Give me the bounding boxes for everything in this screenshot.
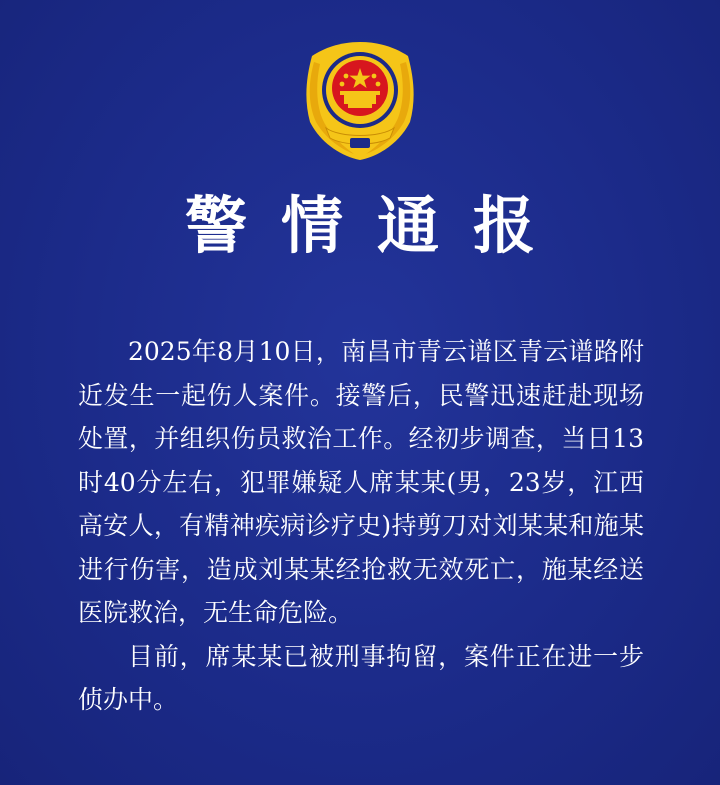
notice-title: 警情通报 xyxy=(184,189,569,262)
notice-paragraph-1: 2025年8月10日，南昌市青云谱区青云谱路附近发生一起伤人案件。接警后，民警迅速赶赴现场处置，并组织伤员救治工作。经初步调查，当日13时40分左右，犯罪嫌疑人席某某(男，23岁，江西高安人，有精神疾病诊疗史)持剪刀对刘某某和施某进行伤害，造成刘某某经抢救无效死亡，施某经送医院救治，无生命危险。 xyxy=(78,337,644,627)
notice-body xyxy=(78,330,644,722)
police-emblem-icon xyxy=(296,38,424,164)
notice-paragraph-2: 目前，席某某已被刑事拘留，案件正在进一步侦办中。 xyxy=(78,641,644,714)
